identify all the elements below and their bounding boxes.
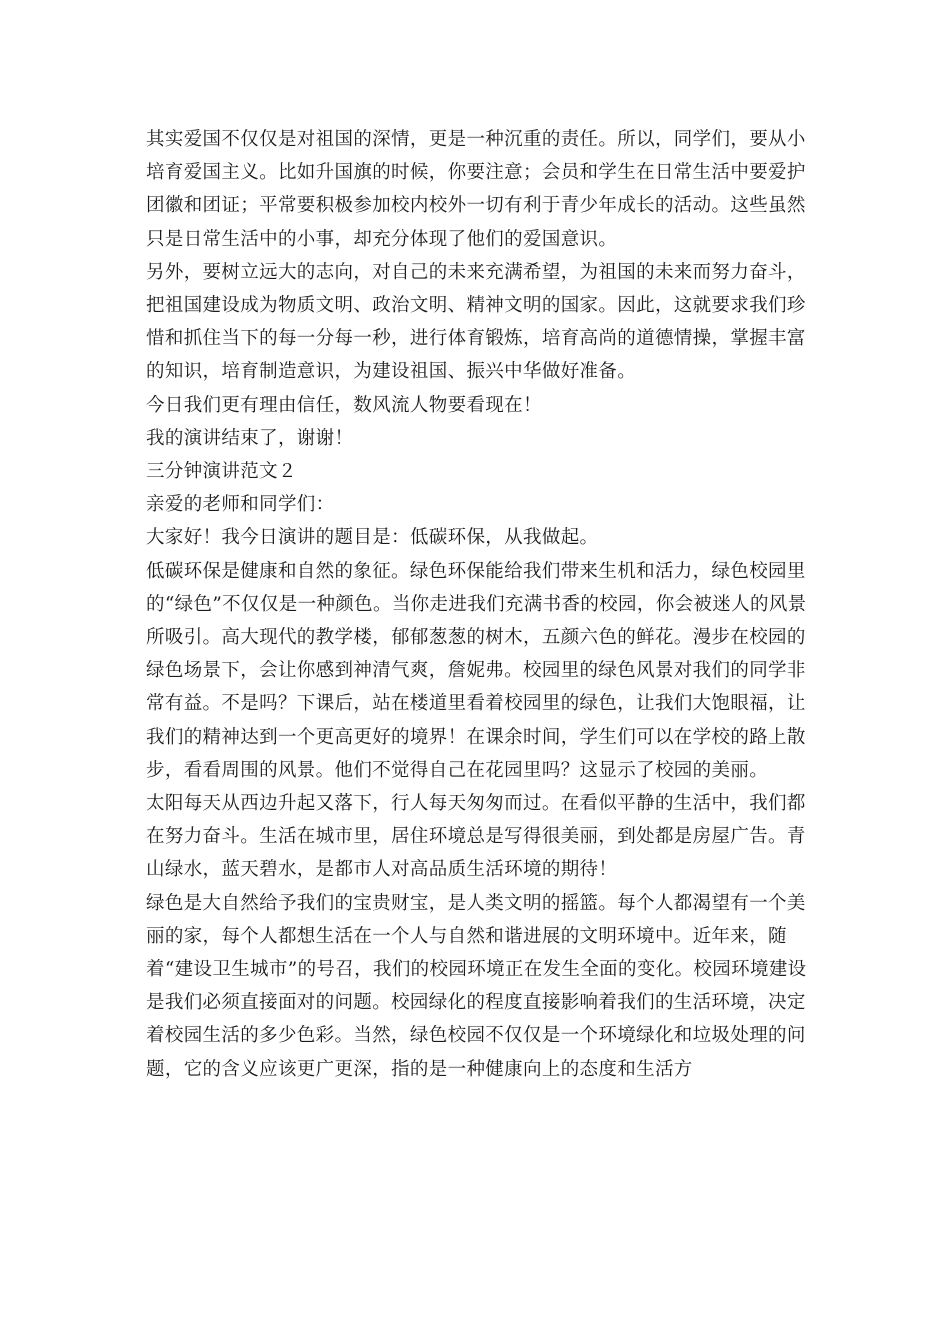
document-body — [146, 123, 811, 1086]
paragraph-green-campus: 低碳环保是健康和自然的象征。绿色环保能给我们带来生机和活力，绿色校园里的“绿色”不仅仅是一种颜色。当你走进我们充满书香的校园，你会被迷人的风景所吸引。高大现代的教学楼，郁郁葱葱的树木，五颜六色的鲜花。漫步在校园的绿色场景下，会让你感到神清气爽，詹妮弗。校园里的绿色风景对我们的同学非常有益。不是吗？下课后，站在楼道里看着校园里的绿色，让我们大饱眼福，让我们的精神达到一个更高更好的境界！在课余时间，学生们可以在学校的路上散步，看看周围的风景。他们不觉得自己在花园里吗？这显示了校园的美丽。 — [146, 560, 807, 781]
paragraph-confidence: 今日我们更有理由信任，数风流人物要看现在！ — [146, 394, 542, 416]
paragraph-greeting-topic: 大家好！我今日演讲的题目是：低碳环保，从我做起。 — [146, 527, 599, 549]
paragraph-salutation: 亲爱的老师和同学们： — [146, 494, 335, 516]
paragraph-city-life: 太阳每天从西边升起又落下，行人每天匆匆而过。在看似平静的生活中，我们都在努力奋斗。生活在城市里，居住环境总是写得很美丽，到处都是房屋广告。青山绿水，蓝天碧水，是都市人对高品质生活环境的期待！ — [146, 793, 806, 881]
paragraph-closing: 我的演讲结束了，谢谢！ — [146, 427, 354, 449]
paragraph-patriotism-responsibility: 其实爱国不仅仅是对祖国的深情，更是一种沉重的责任。所以，同学们，要从小培育爱国主义。比如升国旗的时候，你要注意；会员和学生在日常生活中要爱护团徽和团证；平常要积极参加校内校外一切有利于青少年成长的活动。这些虽然只是日常生活中的小事，却充分体现了他们的爱国意识。 — [146, 129, 806, 250]
paragraph-ambition: 另外，要树立远大的志向，对自己的未来充满希望，为祖国的未来而努力奋斗，把祖国建设成为物质文明、政治文明、精神文明的国家。因此，这就要求我们珍惜和抓住当下的每一分每一秒，进行体育锻炼，培育高尚的道德情操，掌握丰富的知识，培育制造意识，为建设祖国、振兴中华做好准备。 — [146, 261, 806, 383]
paragraph-green-treasure: 绿色是大自然给予我们的宝贵财宝，是人类文明的摇篮。每个人都渴望有一个美丽的家，每个人都想生活在一个人与自然和谐进展的文明环境中。近年来，随着“建设卫生城市”的号召，我们的校园环境正在发生全面的变化。校园环境建设是我们必须直接面对的问题。校园绿化的程度直接影响着我们的生活环境，决定着校园生活的多少色彩。当然，绿色校园不仅仅是一个环境绿化和垃圾处理的问题，它的含义应该更广更深，指的是一种健康向上的态度和生活方 — [146, 892, 807, 1080]
section-heading: 三分钟演讲范文２ — [146, 461, 297, 483]
